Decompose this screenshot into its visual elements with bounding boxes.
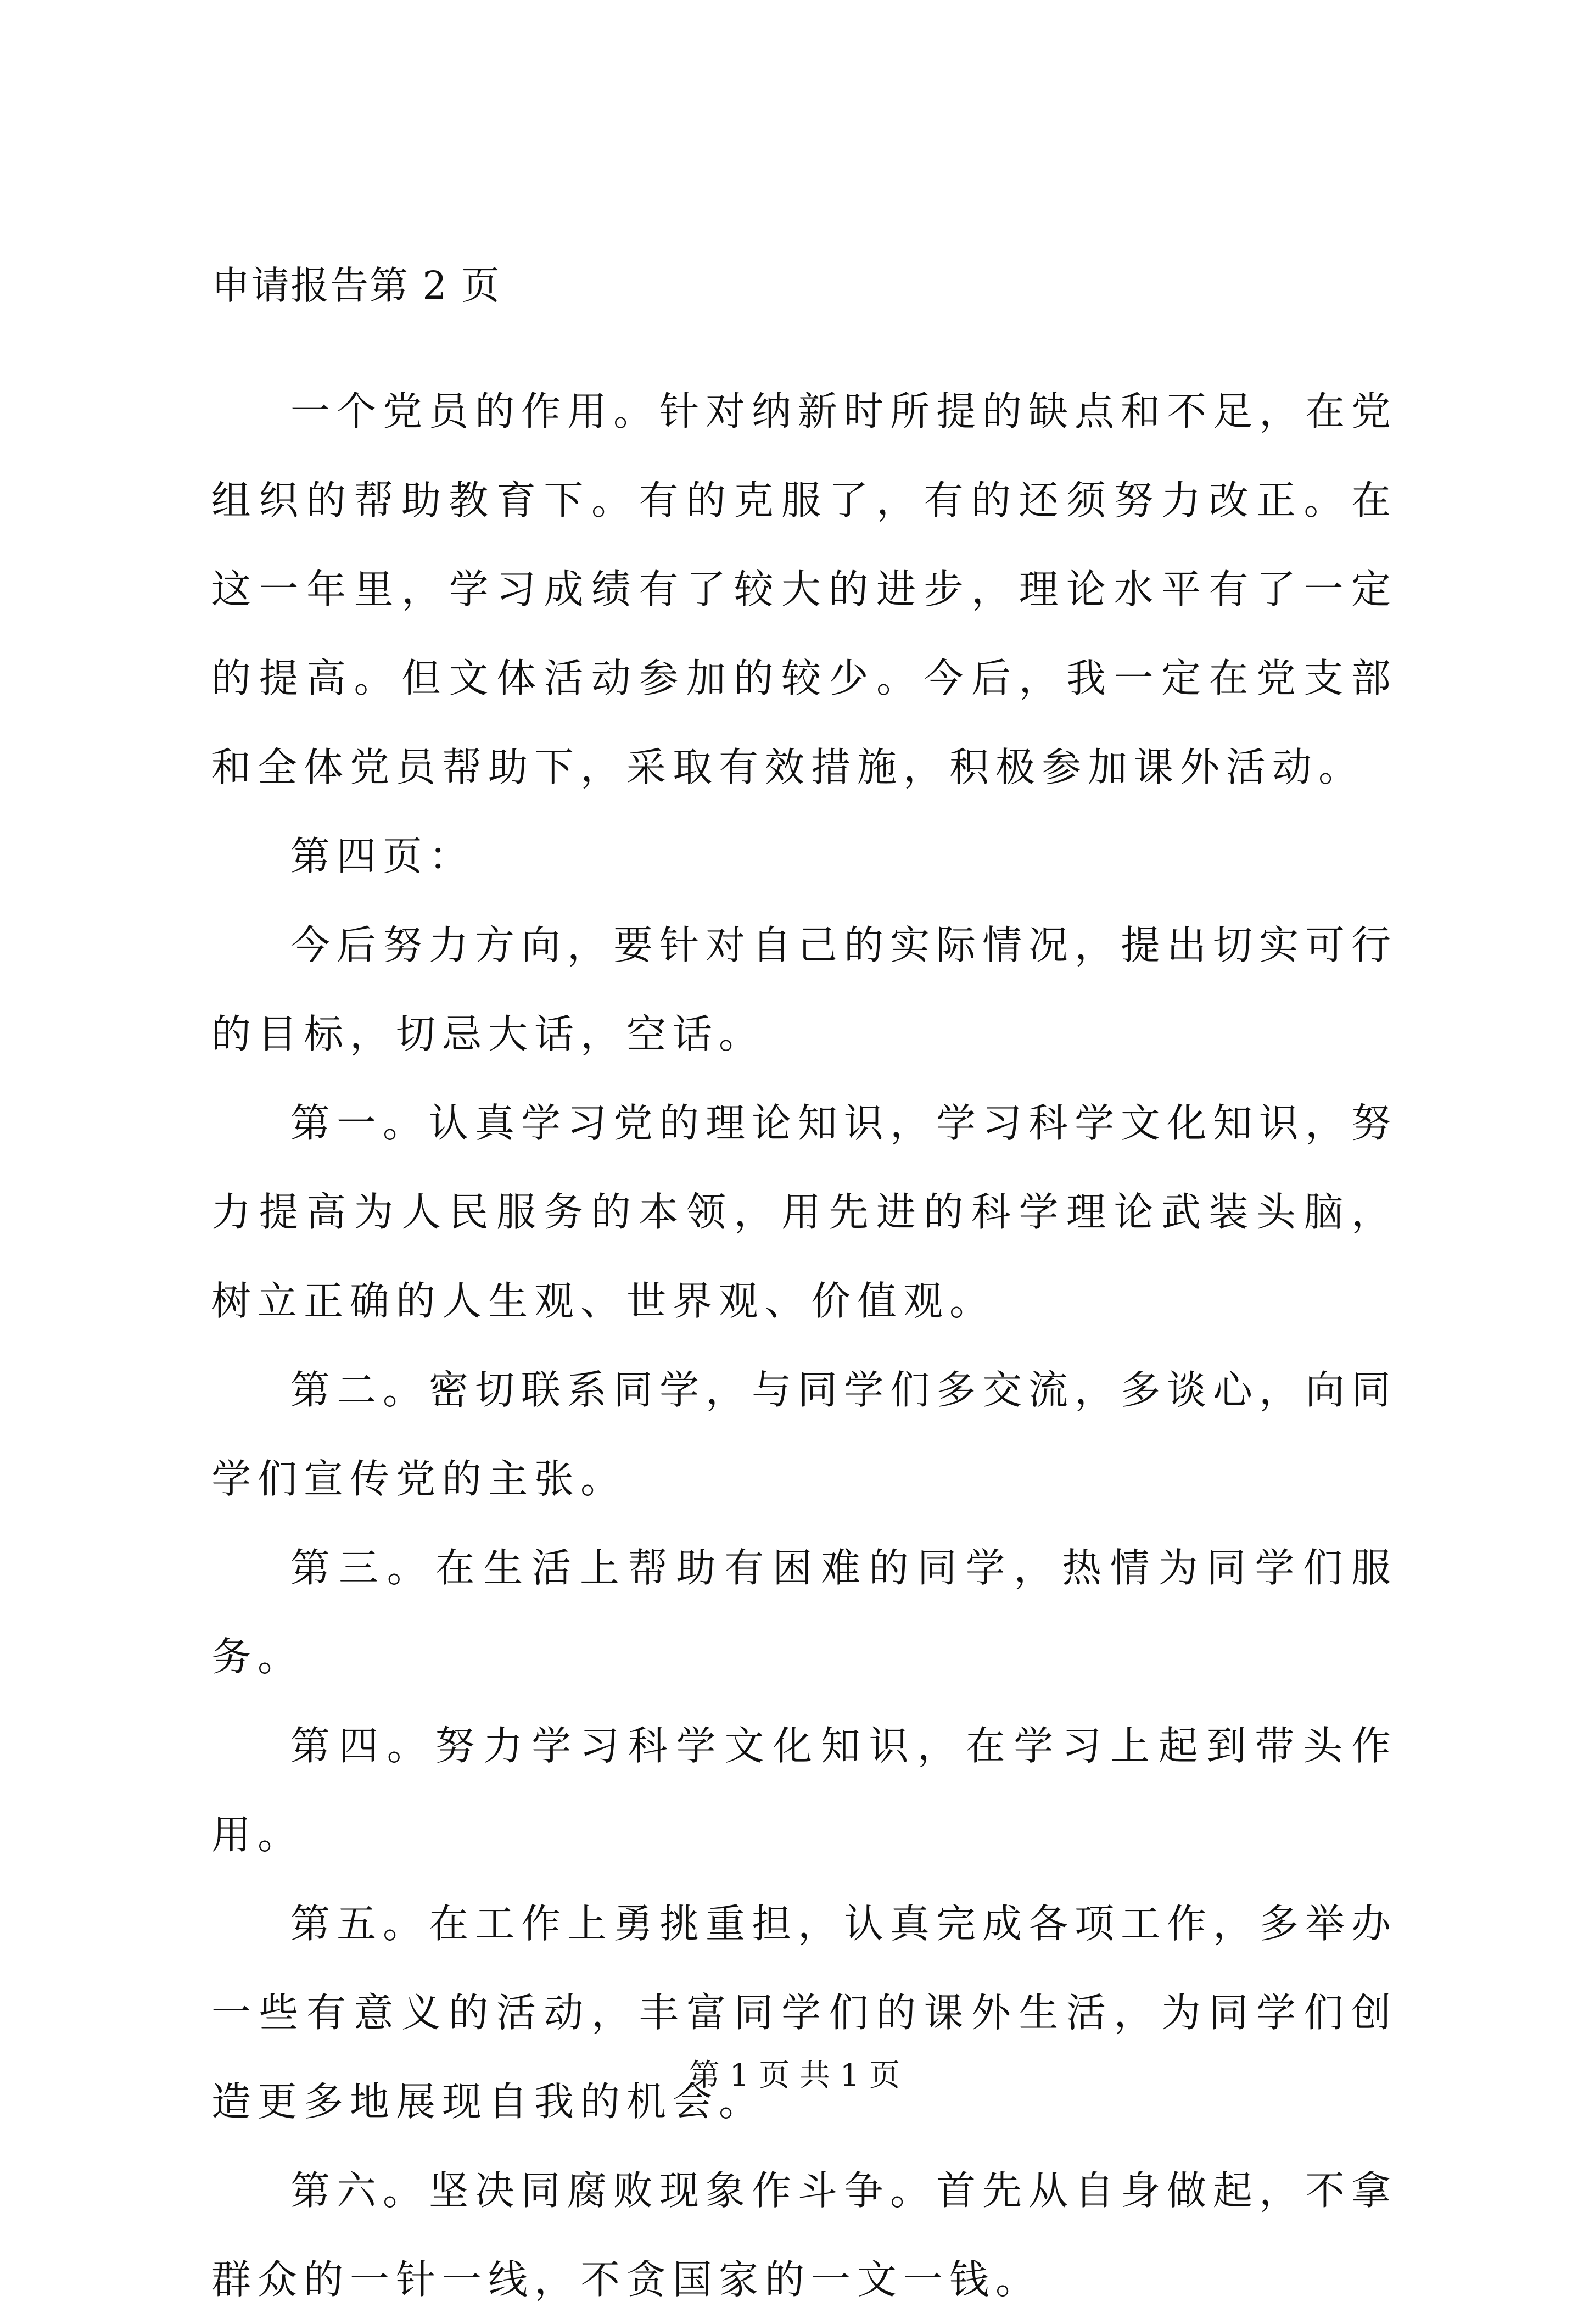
- list-item: 第四。努力学习科学文化知识，在学习上起到带头作用。: [211, 1723, 1397, 1858]
- list-item: 第三。在生活上帮助有困难的同学，热情为同学们服务。: [211, 1545, 1397, 1680]
- paragraph: 今后努力方向，要针对自己的实际情况，提出切实可行的目标，切忌大话，空话。: [211, 922, 1398, 1057]
- list-item: 第二。密切联系同学，与同学们多交流，多谈心，向同学们宣传党的主张。: [211, 1367, 1398, 1502]
- list-item: 第一。认真学习党的理论知识，学习科学文化知识，努力提高为人民服务的本领，用先进的科学理论武装头脑，树立正确的人生观、世界观、价值观。: [211, 1100, 1398, 1324]
- document-body: [211, 367, 1397, 2324]
- list-item: 第六。坚决同腐败现象作斗争。首先从自身做起，不拿群众的一针一线，不贪国家的一文一钱。: [211, 2167, 1398, 2303]
- section-heading: 第四页：: [290, 833, 475, 879]
- list-item: 第五。在工作上勇挑重担，认真完成各项工作，多举办一些有意义的活动，丰富同学们的课外生活，为同学们创造更多地展现自我的机会。: [211, 1901, 1398, 2125]
- page-header: 申请报告第 2 页: [211, 263, 501, 308]
- paragraph: 一个党员的作用。针对纳新时所提的缺点和不足，在党组织的帮助教育下。有的克服了，有的还须努力改正。在这一年里，学习成绩有了较大的进步，理论水平有了一定的提高。但文体活动参加的较少。今后，我一定在党支部和全体党员帮助下，采取有效措施，积极参加课外活动。: [211, 388, 1398, 790]
- page-footer: 第 1 页 共 1 页: [689, 2058, 900, 2093]
